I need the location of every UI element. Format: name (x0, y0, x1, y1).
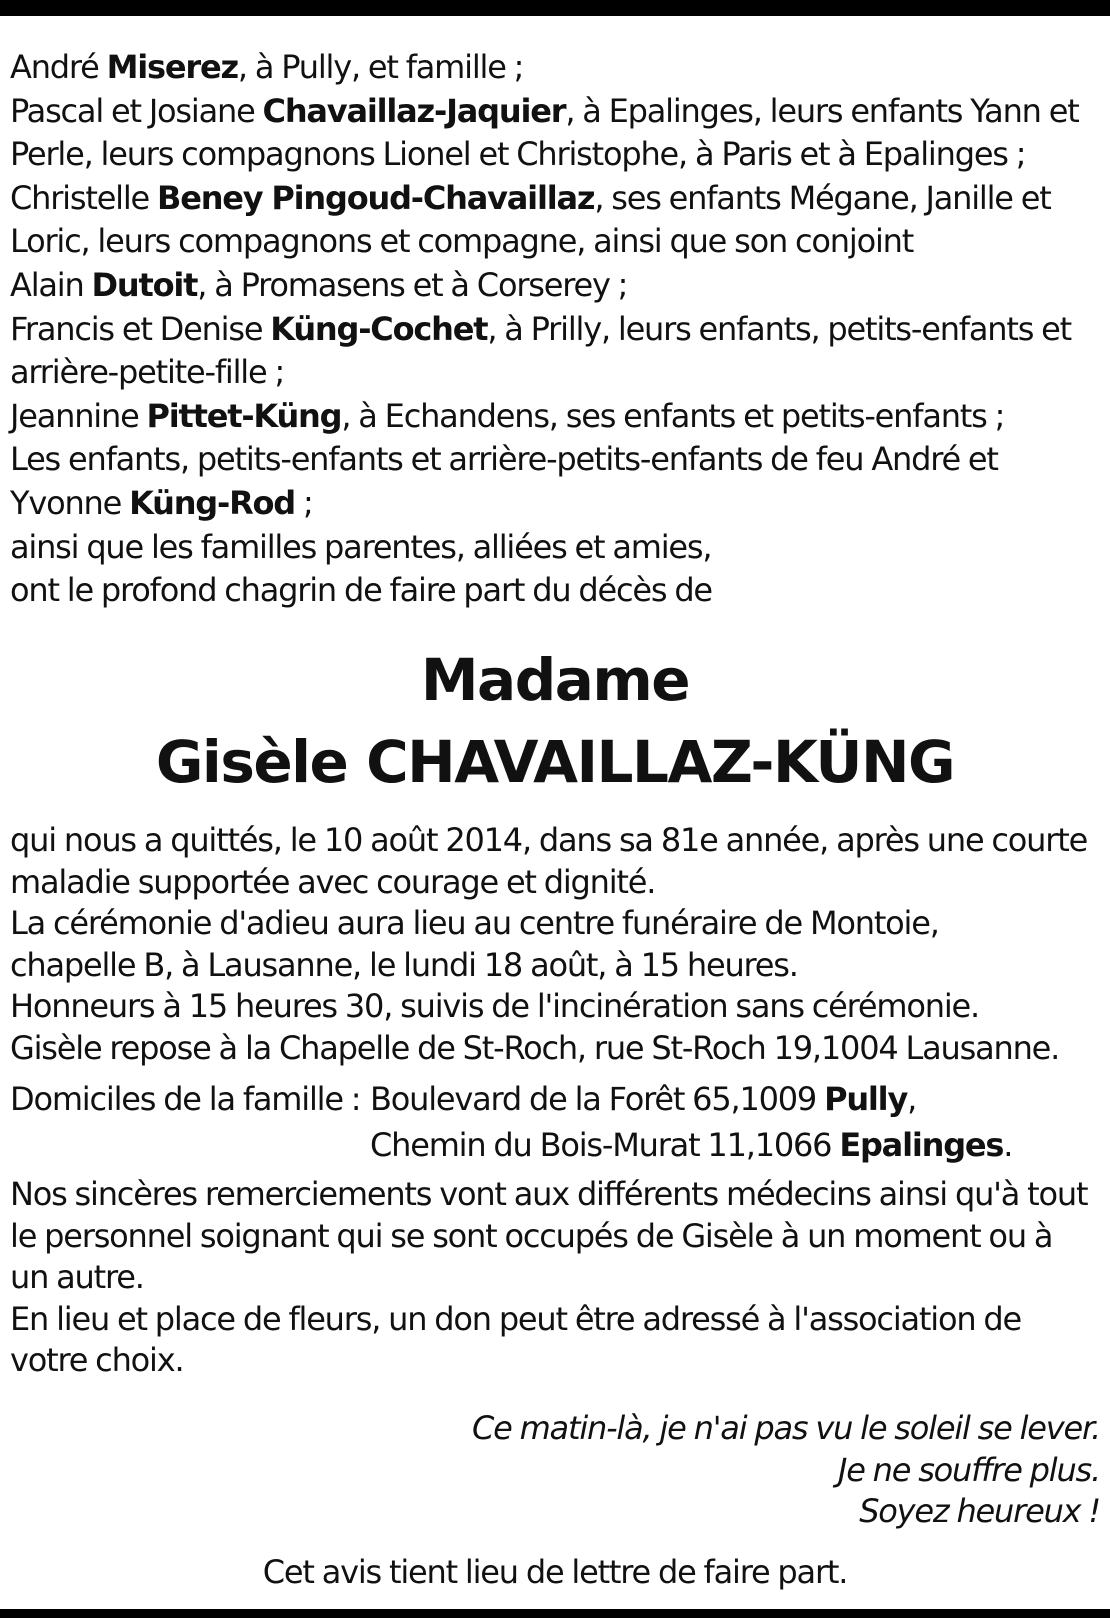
announcement-line: ainsi que les familles parentes, alliées et amies, (10, 527, 712, 566)
details-line: La cérémonie d'adieu aura lieu au centre funéraire de Montoie, (10, 904, 939, 942)
announcement-line: Les enfants, petits-enfants et arrière-petits-enfants de feu André et (10, 440, 998, 479)
details-line: maladie supportée avec courage et dignité. (10, 862, 656, 901)
bottom-border (0, 1609, 1110, 1618)
details-line: qui nous a quittés, le 10 août 2014, dans sa 81e année, après une courte (10, 821, 1088, 859)
quote-line: Je ne souffre plus. (837, 1450, 1100, 1489)
thanks-line: Nos sincères remerciements vont aux différents médecins ainsi qu'à tout (10, 1175, 1088, 1213)
announcement-line: ont le profond chagrin de faire part du décès de (10, 571, 712, 610)
announcement-line: Christelle Beney Pingoud-Chavaillaz, ses enfants Mégane, Janille et (10, 178, 1051, 217)
domicile-row (10, 1122, 1100, 1168)
domicile-address: Chemin du Bois-Murat 11,1066 Epalinges. (370, 1126, 1013, 1164)
details-line: Gisèle repose à la Chapelle de St-Roch, rue St-Roch 19,1004 Lausanne. (10, 1028, 1060, 1067)
announcement-line: Alain Dutoit, à Promasens et à Corserey ; (10, 265, 628, 304)
announcement-line: Jeannine Pittet-Küng, à Echandens, ses enfants et petits-enfants ; (10, 396, 1005, 435)
quote-line: Soyez heureux ! (859, 1492, 1100, 1530)
deceased-name: Gisèle CHAVAILLAZ-KÜNG (155, 728, 955, 796)
domicile-address: Boulevard de la Forêt 65,1009 Pully, (370, 1080, 917, 1118)
announcement-line: Francis et Denise Küng-Cochet, à Prilly, leurs enfants, petits-enfants et (10, 309, 1071, 348)
deceased-title: Madame (420, 646, 690, 714)
thanks-line: un autre. (10, 1258, 144, 1297)
top-border (0, 0, 1110, 16)
family-domiciles (10, 1076, 1100, 1168)
closing-note: Cet avis tient lieu de lettre de faire part. (262, 1553, 848, 1591)
details-line: chapelle B, à Lausanne, le lundi 18 août, à 15 heures. (10, 945, 798, 984)
announcement-line: Loric, leurs compagnons et compagne, ainsi que son conjoint (10, 222, 914, 261)
domicile-row (10, 1076, 1100, 1122)
domiciles-label-spacer (10, 1122, 370, 1168)
thanks-line: le personnel soignant qui se sont occupés de Gisèle à un moment ou à (10, 1216, 1053, 1255)
farewell-quote (200, 1408, 1100, 1533)
announcement-line: Yvonne Küng-Rod ; (10, 483, 313, 522)
details-line: Honneurs à 15 heures 30, suivis de l'incinération sans cérémonie. (10, 987, 979, 1025)
quote-line: Ce matin-là, je n'ai pas vu le soleil se lever. (471, 1409, 1100, 1447)
thanks-section (10, 1174, 1100, 1382)
thanks-line: En lieu et place de fleurs, un don peut être adressé à l'association de (10, 1299, 1021, 1338)
announcement-line: André Miserez, à Pully, et famille ; (10, 48, 524, 86)
ceremony-details (10, 820, 1100, 1069)
domiciles-label: Domiciles de la famille : (10, 1080, 361, 1118)
announcement-line: Pascal et Josiane Chavaillaz-Jaquier, à Epalinges, leurs enfants Yann et (10, 91, 1079, 130)
announcement-line: arrière-petite-fille ; (10, 353, 285, 392)
thanks-line: votre choix. (10, 1341, 184, 1380)
announcement-line: Perle, leurs compagnons Lionel et Christophe, à Paris et à Epalinges ; (10, 135, 1026, 174)
family-announcement (10, 46, 1100, 613)
